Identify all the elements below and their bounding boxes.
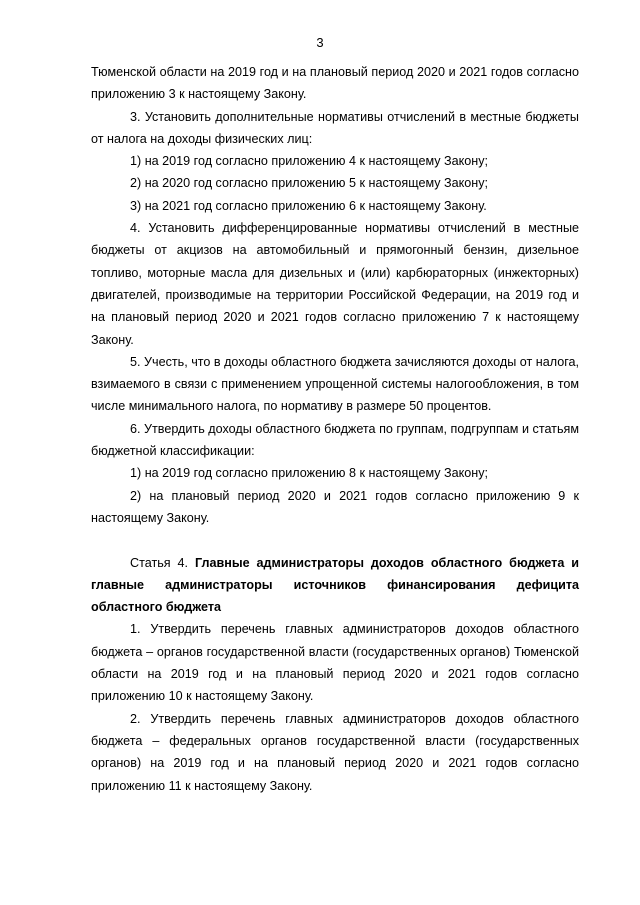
- subitem-income-2019: 1) на 2019 год согласно приложению 8 к настоящему Закону;: [130, 466, 489, 481]
- article-heading: [91, 552, 579, 619]
- article-label: Статья 4.: [130, 555, 189, 570]
- subitem-income-planned: 2) на плановый период 2020 и 2021 годов согласно приложению 9 к настоящему Закону.: [91, 488, 579, 525]
- article-paragraph-1: 1. Утвердить перечень главных администраторов доходов областного бюджета – органов государственной власти (государственных органов) Тюменской области на 2019 год и на плановый период 2020 и 2021 годов согласно приложению 10 к настоящему Закону.: [91, 622, 579, 704]
- section-spacer: [91, 529, 579, 551]
- paragraph-item-3: 3. Установить дополнительные нормативы отчислений в местные бюджеты от налога на доходы физических лиц:: [91, 109, 579, 146]
- article-paragraph-2: 2. Утвердить перечень главных администраторов доходов областного бюджета – федеральных органов государственной власти (государственных органов) на 2019 год и на плановый период 2020 и 2021 годов согласно приложению 11 к настоящему Закону.: [91, 711, 579, 793]
- subitem-2020: 2) на 2020 год согласно приложению 5 к настоящему Закону;: [130, 176, 489, 191]
- article-title: Главные администраторы доходов областного бюджета и главные администраторы источников финансирования дефицита областного бюджета: [91, 555, 579, 615]
- paragraph-continuation: Тюменской области на 2019 год и на плановый период 2020 и 2021 годов согласно приложению 3 к настоящему Закону.: [91, 65, 579, 102]
- paragraph-item-4: 4. Установить дифференцированные нормативы отчислений в местные бюджеты от акцизов на автомобильный и прямогонный бензин, дизельное топливо, моторные масла для дизельных и (или) карбюраторных (инжекторных) двигателей, производимые на территории Российской Федерации, на 2019 год и на плановый период 2020 и 2021 годов согласно приложению 7 к настоящему Закону.: [91, 221, 579, 347]
- subitem-2021: 3) на 2021 год согласно приложению 6 к настоящему Закону.: [130, 198, 487, 213]
- paragraph-item-6: 6. Утвердить доходы областного бюджета по группам, подгруппам и статьям бюджетной классификации:: [91, 421, 579, 459]
- subitem-2019: 1) на 2019 год согласно приложению 4 к настоящему Закону;: [130, 154, 489, 169]
- document-body: [91, 61, 579, 797]
- page-number: 3: [316, 35, 324, 50]
- paragraph-item-5: 5. Учесть, что в доходы областного бюджета зачисляются доходы от налога, взимаемого в связи с применением упрощенной системы налогообложения, в том числе минимального налога, по нормативу в размере 50 процентов.: [91, 354, 580, 414]
